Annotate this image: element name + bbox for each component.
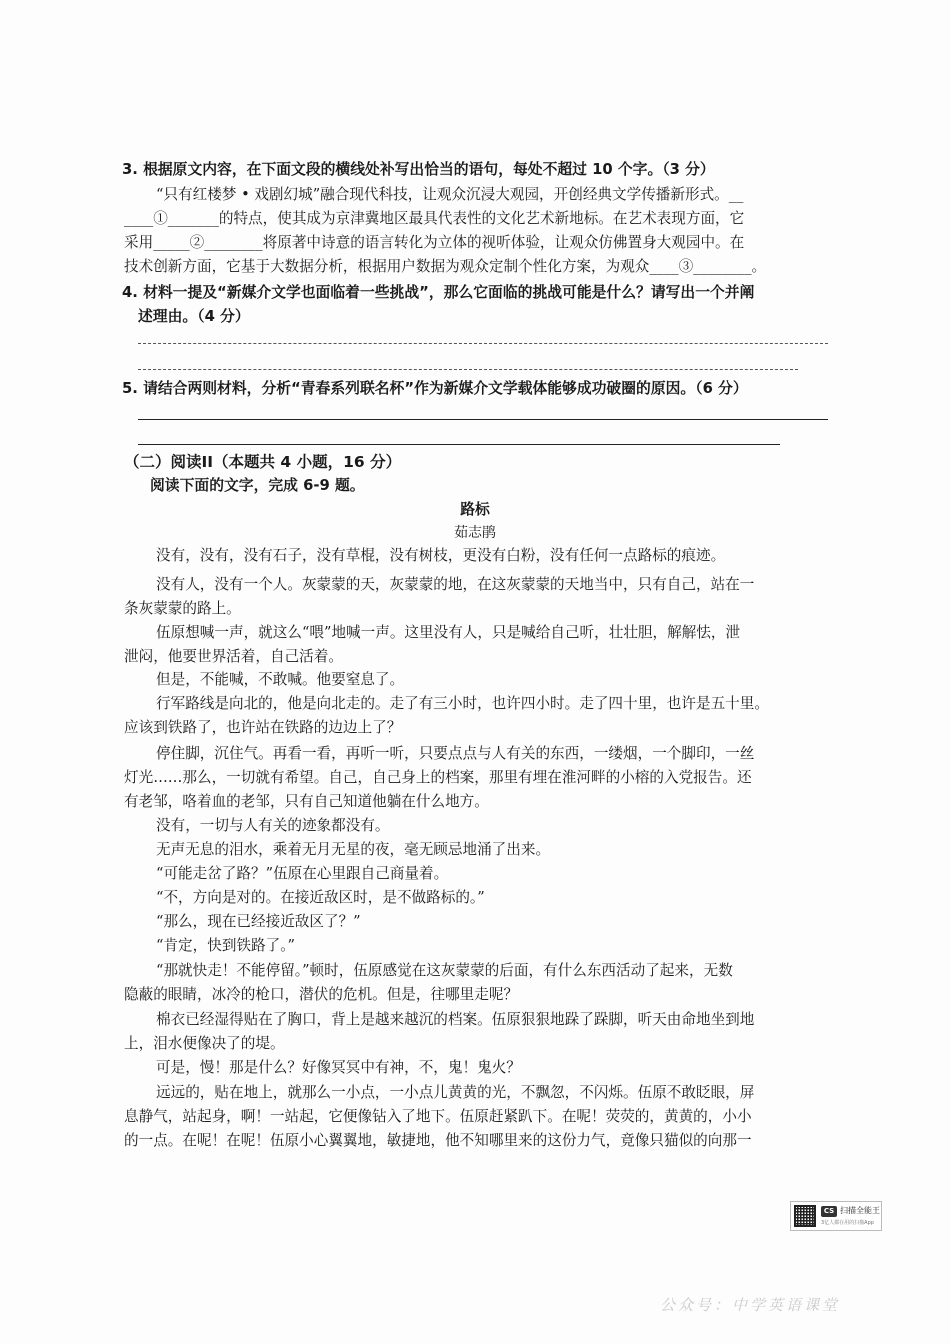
story-line: 上，泪水便像决了的堤。 [124, 1035, 285, 1052]
story-line: 没有人，没有一个人。灰蒙蒙的天，灰蒙蒙的地，在这灰蒙蒙的天地当中，只有自己，站在一 [156, 576, 755, 593]
story-line: 停住脚，沉住气。再看一看，再听一听，只要点点与人有关的东西，一缕烟，一个脚印，一丝 [156, 745, 755, 762]
story-line: 但是，不能喊，不敢喊。他要窒息了。 [156, 671, 405, 688]
q3-title: 3. 根据原文内容，在下面文段的横线处补写出恰当的语句，每处不超过 10 个字。（3 分） [122, 161, 715, 178]
q3-text-line-1: “只有红楼梦 • 戏剧幻城”融合现代科技，让观众沉浸大观园，开创经典文学传播新形式。__ [156, 186, 744, 203]
section-heading: （二）阅读II（本题共 4 小题，16 分） [124, 453, 402, 471]
story-line: “肯定，快到铁路了。” [156, 937, 295, 954]
story-line: 有老邹，咯着血的老邹，只有自己知道他躺在什么地方。 [124, 793, 489, 810]
scanner-app-tagline: 3亿人都在用的扫描App [821, 1220, 874, 1226]
scanner-app-badge [790, 1201, 882, 1231]
story-line: 隐蔽的眼睛，冰冷的枪口，潜伏的危机。但是，往哪里走呢？ [124, 986, 519, 1003]
story-line: 应该到铁路了，也许站在铁路的边边上了？ [124, 719, 402, 736]
story-line: 无声无息的泪水，乘着无月无星的夜，毫无顾忌地涌了出来。 [156, 841, 551, 858]
q4-title-line-2: 述理由。（4 分） [138, 308, 250, 325]
story-line: 伍原想喊一声，就这么“喂”地喊一声。这里没有人，只是喊给自己听，壮壮胆，解解怯，泄 [156, 624, 741, 641]
q4-answer-line-2 [138, 369, 798, 370]
qr-code-icon [794, 1205, 816, 1227]
story-line: 行军路线是向北的，他是向北走的。走了有三小时，也许四小时。走了四十里，也许是五十里。 [156, 695, 769, 712]
story-line: 没有，没有，没有石子，没有草棍，没有树枝，更没有白粉，没有任何一点路标的痕迹。 [156, 547, 726, 564]
q4-title-line-1: 4. 材料一提及“新媒介文学也面临着一些挑战”，那么它面临的挑战可能是什么？请写出一个并阐 [122, 284, 755, 301]
section-instruction: 阅读下面的文字，完成 6-9 题。 [150, 477, 365, 494]
q5-answer-line-1 [138, 419, 828, 420]
camscanner-logo-icon: CS [821, 1206, 837, 1217]
story-line: “可能走岔了路？”伍原在心里跟自己商量着。 [156, 865, 449, 882]
q4-answer-line-1 [138, 343, 828, 344]
scanner-app-name: 扫描全能王 [840, 1206, 880, 1215]
q3-text-line-2: ____①_______的特点，使其成为京津冀地区最具代表性的文化艺术新地标。在艺术表现方面，它 [124, 210, 745, 227]
story-line: 灯光……那么，一切就有希望。自己，自己身上的档案，那里有埋在淮河畔的小榕的入党报告。还 [124, 769, 752, 786]
q5-answer-line-2 [138, 444, 780, 445]
story-line: 棉衣已经湿得贴在了胸口，背上是越来越沉的档案。伍原狠狠地跺了跺脚，听天由命地坐到地 [156, 1011, 755, 1028]
story-title: 路标 [460, 501, 490, 518]
q3-text-line-4: 技术创新方面，它基于大数据分析，根据用户数据为观众定制个性化方案，为观众____③________。 [124, 258, 767, 275]
story-line: 远远的，贴在地上，就那么一小点，一小点儿黄黄的光，不飘忽，不闪烁。伍原不敢眨眼，屏 [156, 1084, 755, 1101]
story-line: 可是，慢！那是什么？好像冥冥中有神，不，鬼！鬼火？ [156, 1059, 521, 1076]
story-line: 条灰蒙蒙的路上。 [124, 600, 241, 617]
story-line: 的一点。在呢！在呢！伍原小心翼翼地，敏捷地，他不知哪里来的这份力气，竟像只猫似的向那一 [124, 1132, 752, 1149]
story-line: “那么，现在已经接近敌区了？” [156, 913, 361, 930]
story-author: 茹志鹃 [454, 525, 496, 541]
story-line: 没有，一切与人有关的迹象都没有。 [156, 817, 390, 834]
story-line: 泄闷，他要世界活着，自己活着。 [124, 648, 343, 665]
watermark: 公众号：中学英语课堂 [660, 1296, 841, 1314]
story-line: “不，方向是对的。在接近敌区时，是不做路标的。” [156, 889, 485, 906]
q5-title: 5. 请结合两则材料，分析“青春系列联名杯”作为新媒介文学载体能够成功破圈的原因。（6 分） [122, 380, 748, 397]
q3-text-line-3: 采用_____②________将原著中诗意的语言转化为立体的视听体验，让观众仿佛置身大观园中。在 [124, 234, 745, 251]
story-line: “那就快走！不能停留。”顿时，伍原感觉在这灰蒙蒙的后面，有什么东西活动了起来，无数 [156, 962, 733, 979]
story-line: 息静气，站起身，啊！一站起，它便像钻入了地下。伍原赶紧趴下。在呢！荧荧的，黄黄的，小小 [124, 1108, 752, 1125]
